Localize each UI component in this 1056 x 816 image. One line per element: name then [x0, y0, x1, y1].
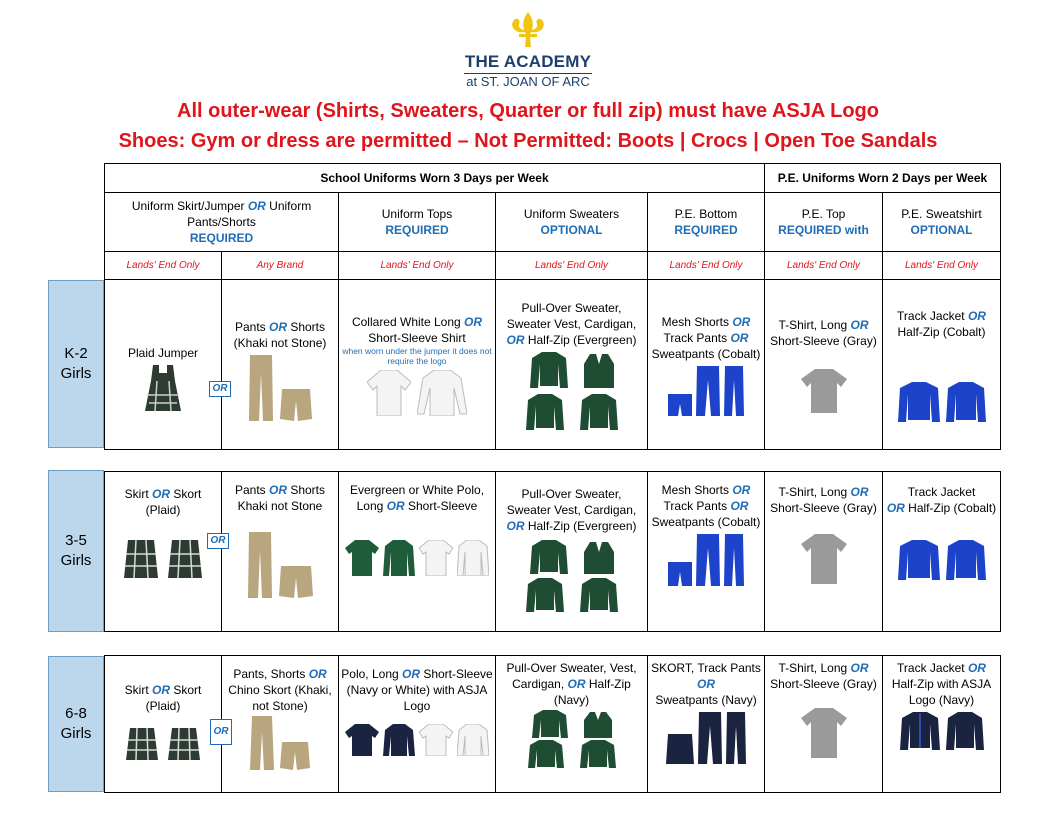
plaid-skort-image [168, 728, 200, 760]
evergreen-vest-image [584, 354, 614, 388]
navy-polo-image [345, 724, 379, 756]
g68-pe-bottom-cell: SKORT, Track Pants OR Sweatpants (Navy) [648, 656, 765, 793]
evergreen-polo-image [345, 540, 379, 576]
col-pe-top-header: P.E. Top REQUIRED with [765, 193, 883, 252]
cobalt-shorts-image [668, 562, 692, 586]
navy-track-jacket-image [900, 712, 940, 750]
g35-pe-top-cell: T-Shirt, Long OR Short-Sleeve (Gray) [765, 472, 883, 632]
evergreen-sweater-image [532, 710, 568, 738]
fleur-de-lis-icon [505, 10, 551, 50]
col-skirt-pants-header: Uniform Skirt/Jumper OR Uniform Pants/Shorts REQUIRED [105, 193, 339, 252]
gray-tshirt-image [801, 369, 847, 413]
g68-pants-cell: Pants, Shorts OR Chino Skort (Khaki, not Stone) [222, 656, 339, 793]
cobalt-shorts-image [668, 394, 692, 416]
g68-tops-cell: Polo, Long OR Short-Sleeve (Navy or White) with ASJA Logo [339, 656, 496, 793]
plaid-jumper-image [143, 365, 183, 411]
school-uniform-group-header: School Uniforms Worn 3 Days per Week [105, 164, 765, 193]
k2-pe-bottom-cell: Mesh Shorts OR Track Pants OR Sweatpants (Cobalt) [648, 280, 765, 450]
g68-sweaters-cell: Pull-Over Sweater, Vest, Cardigan, OR Half-Zip (Navy) [496, 656, 648, 793]
evergreen-vest-image [584, 712, 612, 738]
white-shirt-short-image [367, 370, 411, 416]
g35-skirt-cell: Skirt OR Skort (Plaid) [105, 472, 222, 632]
khaki-pants-image [250, 716, 274, 770]
col-pe-bottom-header: P.E. Bottom REQUIRED [648, 193, 765, 252]
source-any-brand: Any Brand [222, 252, 339, 280]
k2-tops-cell: Collared White Long OR Short-Sleeve Shirt when worn under the jumper it does not require the logo [339, 280, 496, 450]
k2-pe-sweatshirt-cell: Track Jacket OR Half-Zip (Cobalt) [883, 280, 1001, 450]
g68-pe-sweatshirt-cell: Track Jacket OR Half-Zip with ASJA Logo (Navy) [883, 656, 1001, 793]
g68-pe-top-cell: T-Shirt, Long OR Short-Sleeve (Gray) [765, 656, 883, 793]
g35-pants-cell: Pants OR Shorts Khaki not Stone [222, 472, 339, 632]
headline-outerwear: All outer-wear (Shirts, Sweaters, Quarter or full zip) must have ASJA Logo [177, 100, 879, 122]
khaki-pants-image [248, 355, 274, 421]
logo-title: THE ACADEMY [464, 52, 592, 71]
evergreen-polo-long-image [383, 540, 415, 576]
g35-pe-sweatshirt-cell: Track Jacket OR Half-Zip (Cobalt) [883, 472, 1001, 632]
grades-6-8-table [104, 655, 1001, 793]
evergreen-sweater-image [530, 352, 568, 388]
row-label-6-8: 6-8 Girls [48, 656, 104, 792]
khaki-shorts-image [280, 389, 312, 421]
evergreen-cardigan-image [526, 578, 564, 612]
gray-tshirt-image [801, 534, 847, 584]
khaki-pants-image [247, 532, 273, 598]
col-pe-sweatshirt-header: P.E. Sweatshirt OPTIONAL [883, 193, 1001, 252]
khaki-shorts-image [280, 742, 310, 770]
navy-skort-image [666, 734, 694, 764]
source-lands-end: Lands' End Only [339, 252, 496, 280]
evergreen-cardigan-image [526, 394, 564, 430]
plaid-skirt-image [124, 540, 158, 578]
row-label-3-5: 3-5 Girls [48, 470, 104, 632]
k2-jumper-cell: Plaid Jumper [105, 280, 222, 450]
k2-pe-top-cell: T-Shirt, Long OR Short-Sleeve (Gray) [765, 280, 883, 450]
navy-sweatpants-image [726, 712, 746, 764]
k2-sweaters-cell: Pull-Over Sweater, Sweater Vest, Cardigan, OR Half-Zip (Evergreen) [496, 280, 648, 450]
evergreen-halfzip-image [580, 578, 618, 612]
evergreen-sweater-image [530, 540, 568, 574]
navy-halfzip-image [946, 712, 984, 750]
source-lands-end: Lands' End Only [648, 252, 765, 280]
source-lands-end: Lands' End Only [883, 252, 1001, 280]
g35-pe-bottom-cell: Mesh Shorts OR Track Pants OR Sweatpants (Cobalt) [648, 472, 765, 632]
khaki-shorts-image [279, 566, 313, 598]
or-badge: OR [210, 719, 232, 745]
source-lands-end: Lands' End Only [105, 252, 222, 280]
navy-polo-long-image [383, 724, 415, 756]
g68-skirt-cell: Skirt OR Skort (Plaid) [105, 656, 222, 793]
col-tops-header: Uniform Tops REQUIRED [339, 193, 496, 252]
gray-tshirt-image [801, 708, 847, 758]
pe-uniform-group-header: P.E. Uniforms Worn 2 Days per Week [765, 164, 1001, 193]
white-polo-long-image [457, 724, 489, 756]
cobalt-track-pants-image [696, 534, 720, 586]
white-shirt-long-image [417, 370, 467, 416]
cobalt-sweatpants-image [724, 366, 744, 416]
source-lands-end: Lands' End Only [496, 252, 648, 280]
evergreen-halfzip-image [580, 394, 618, 430]
cobalt-halfzip-image [946, 382, 986, 422]
plaid-skirt-image [126, 728, 158, 760]
col-sweaters-header: Uniform Sweaters OPTIONAL [496, 193, 648, 252]
cobalt-track-jacket-image [898, 382, 940, 422]
g35-tops-cell: Evergreen or White Polo, Long OR Short-Sleeve [339, 472, 496, 632]
row-label-k2: K-2 Girls [48, 280, 104, 448]
cobalt-halfzip-image [946, 540, 986, 580]
g35-sweaters-cell: Pull-Over Sweater, Sweater Vest, Cardigan, OR Half-Zip (Evergreen) [496, 472, 648, 632]
cobalt-track-jacket-image [898, 540, 940, 580]
headline-shoes: Shoes: Gym or dress are permitted – Not Permitted: Boots | Crocs | Open Toe Sandals [118, 130, 938, 152]
white-polo-long-image [457, 540, 489, 576]
or-badge: OR [209, 381, 231, 397]
school-logo [458, 10, 598, 89]
evergreen-halfzip-image [580, 740, 616, 768]
cobalt-track-pants-image [696, 366, 720, 416]
uniform-header-table [104, 163, 1001, 450]
white-polo-image [419, 724, 453, 756]
or-badge: OR [207, 533, 229, 549]
navy-track-pants-image [698, 712, 722, 764]
grades-3-5-table [104, 471, 1001, 632]
plaid-skort-image [168, 540, 202, 578]
source-lands-end: Lands' End Only [765, 252, 883, 280]
evergreen-vest-image [584, 542, 614, 574]
cobalt-sweatpants-image [724, 534, 744, 586]
k2-pants-cell: Pants OR Shorts (Khaki not Stone) [222, 280, 339, 450]
logo-subtitle: at ST. JOAN OF ARC [466, 74, 590, 89]
evergreen-cardigan-image [528, 740, 564, 768]
white-polo-image [419, 540, 453, 576]
